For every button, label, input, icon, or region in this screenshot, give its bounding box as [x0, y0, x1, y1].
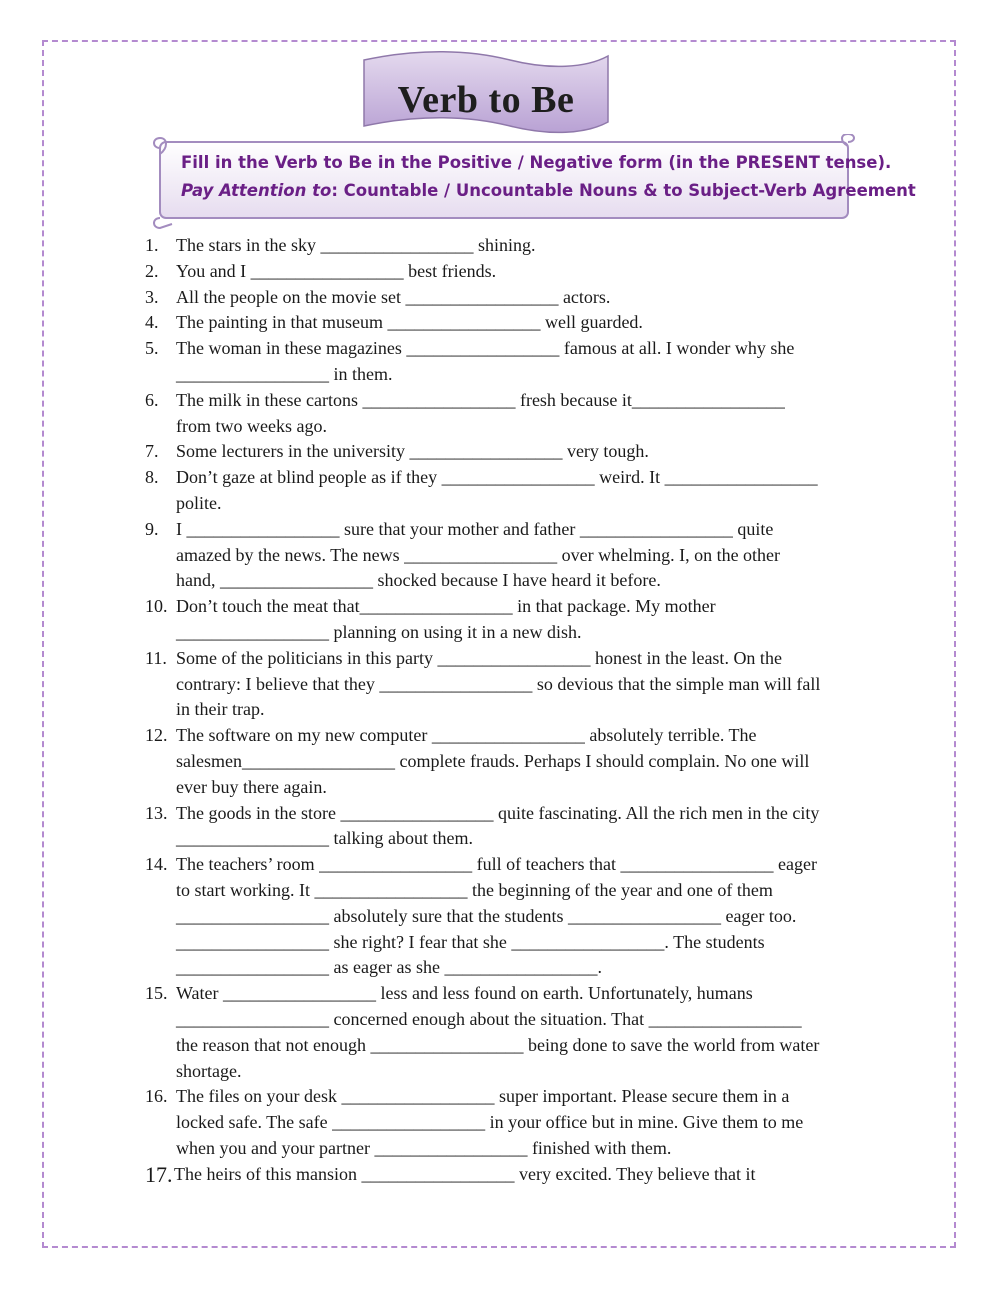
question-item [145, 594, 895, 646]
question-text [176, 388, 895, 440]
question-number: 8. [145, 467, 159, 488]
question-line: the reason that not enough _________________ being done to save the world from water [176, 1034, 820, 1055]
question-list [145, 233, 895, 1187]
question-number: 15. [145, 983, 168, 1004]
question-line: from two weeks ago. [176, 415, 327, 436]
question-text [176, 981, 895, 1084]
question-line: The files on your desk _________________ super important. Please secure them in a [176, 1086, 790, 1107]
question-item [145, 465, 895, 517]
question-number: 6. [145, 389, 159, 410]
question-line: contrary: I believe that they _________________ so devious that the simple man will fall [176, 673, 821, 694]
question-number: 10. [145, 596, 168, 617]
question-number: 1. [145, 235, 159, 255]
question-text [176, 517, 895, 594]
question-line: _________________ concerned enough about the situation. That _________________ [176, 1008, 802, 1029]
question-line: when you and your partner _________________ finished with them. [176, 1137, 672, 1158]
question-line: Don’t gaze at blind people as if they _________________ weird. It _________________ [176, 467, 818, 488]
question-item [145, 439, 895, 465]
question-item [145, 233, 895, 259]
question-number: 16. [145, 1086, 168, 1107]
question-text [176, 801, 895, 853]
question-line: Some of the politicians in this party _________________ honest in the least. On the [176, 647, 782, 668]
question-line: The goods in the store _________________ quite fascinating. All the rich men in the city [176, 802, 820, 823]
question-item [145, 646, 895, 723]
question-line: polite. [176, 492, 222, 513]
question-text [176, 646, 895, 723]
question-item [145, 336, 895, 388]
question-item [145, 1162, 895, 1188]
question-line: amazed by the news. The news _________________ over whelming. I, on the other [176, 544, 781, 565]
question-item [145, 259, 895, 285]
question-line: The teachers’ room _________________ full of teachers that _________________ eager [176, 854, 817, 875]
question-line: Water _________________ less and less found on earth. Unfortunately, humans [176, 983, 753, 1004]
instruction-emphasis: Pay Attention to [181, 181, 332, 200]
page-title: Verb to Be [397, 79, 575, 121]
instruction-line-2-rest: : Countable / Uncountable Nouns & to Subject-Verb Agreement [331, 181, 916, 200]
instruction-line-2 [181, 181, 916, 200]
question-number: 13. [145, 802, 168, 823]
question-number: 11. [145, 647, 167, 668]
question-line: in their trap. [176, 699, 265, 720]
question-item [145, 1084, 895, 1161]
question-item [145, 285, 895, 311]
question-line: All the people on the movie set _________________ actors. [176, 286, 611, 307]
question-line: shortage. [176, 1060, 242, 1081]
question-number: 4. [145, 312, 159, 333]
question-line: _________________ talking about them. [176, 828, 473, 849]
question-text [176, 336, 895, 388]
question-text [176, 310, 895, 336]
question-text [176, 594, 895, 646]
question-item [145, 801, 895, 853]
question-text [176, 233, 895, 259]
question-item [145, 981, 895, 1084]
question-line: salesmen_________________ complete frauds. Perhaps I should complain. No one will [176, 750, 810, 771]
question-item [145, 388, 895, 440]
question-line: Don’t touch the meat that_________________ in that package. My mother [176, 596, 716, 617]
question-line: to start working. It _________________ the beginning of the year and one of them [176, 879, 773, 900]
question-text [176, 852, 895, 981]
question-text [176, 1084, 895, 1161]
question-line: The software on my new computer _________________ absolutely terrible. The [176, 725, 757, 746]
question-line: _________________ as eager as she _________________. [176, 957, 602, 978]
question-text [174, 1162, 895, 1188]
question-line: hand, _________________ shocked because I have heard it before. [176, 570, 661, 591]
question-text [176, 465, 895, 517]
question-number: 17. [145, 1161, 173, 1187]
question-text [176, 723, 895, 800]
question-text [176, 259, 895, 285]
question-line: _________________ absolutely sure that the students _________________ eager too. [176, 905, 797, 926]
question-line: The painting in that museum _________________ well guarded. [176, 312, 643, 333]
question-line: locked safe. The safe _________________ in your office but in mine. Give them to me [176, 1112, 804, 1133]
question-line: I _________________ sure that your mother and father _________________ quite [176, 518, 774, 539]
question-text [176, 439, 895, 465]
question-line: ever buy there again. [176, 776, 327, 797]
question-line: _________________ she right? I fear that she _________________. The students [176, 931, 765, 952]
question-item [145, 852, 895, 981]
question-number: 12. [145, 725, 168, 746]
instruction-line-1: Fill in the Verb to Be in the Positive / Negative form (in the PRESENT tense). [181, 153, 892, 172]
question-number: 7. [145, 441, 159, 462]
question-item [145, 723, 895, 800]
question-line: The heirs of this mansion _________________ very excited. They believe that it [174, 1163, 756, 1184]
question-line: The woman in these magazines _________________ famous at all. I wonder why she [176, 338, 795, 359]
question-item [145, 517, 895, 594]
question-number: 5. [145, 338, 159, 359]
question-line: _________________ planning on using it in a new dish. [176, 621, 582, 642]
question-line: The stars in the sky _________________ shining. [176, 235, 536, 255]
question-item [145, 310, 895, 336]
question-number: 3. [145, 286, 159, 307]
question-line: _________________ in them. [176, 363, 393, 384]
question-line: You and I _________________ best friends. [176, 260, 497, 281]
question-line: The milk in these cartons _________________ fresh because it_________________ [176, 389, 785, 410]
question-line: Some lecturers in the university _________________ very tough. [176, 441, 649, 462]
question-number: 14. [145, 854, 168, 875]
question-number: 2. [145, 260, 159, 281]
question-text [176, 285, 895, 311]
question-number: 9. [145, 518, 159, 539]
